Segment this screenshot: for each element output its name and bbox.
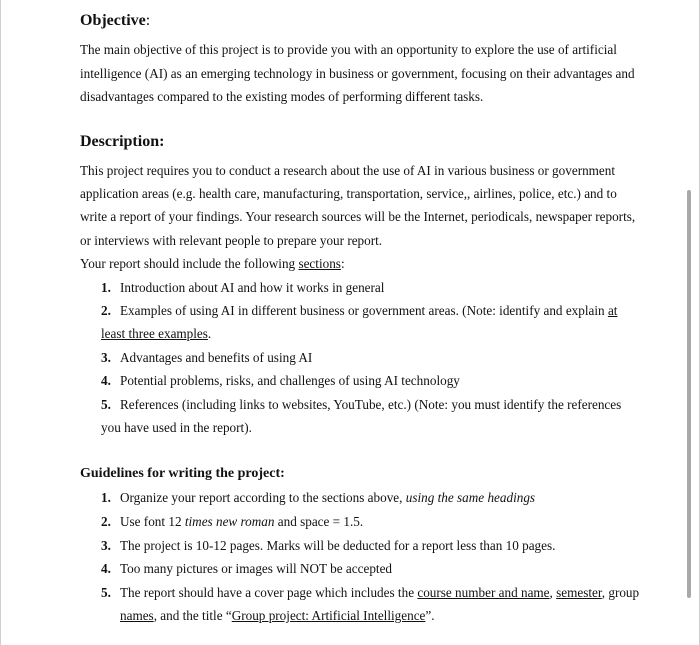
objective-line-1: The main objective of this project is to provide you with an opportunity to explore the use of artificial: [80, 42, 617, 57]
description-line-3: write a report of your findings. Your research sources will be the Internet, periodicals, newspaper reports,: [80, 209, 636, 224]
description-heading: Description:: [80, 133, 165, 150]
description-line-1: This project requires you to conduct a research about the use of AI in various business or government: [80, 163, 616, 178]
section-item-5-continued: you have used in the report).: [101, 420, 252, 435]
description-line-2: application areas (e.g. health care, manufacturing, transportation, service,, airlines, police, etc.) and to: [80, 186, 617, 201]
objective-line-2: intelligence (AI) as an emerging technology in business or government, focusing on their advantages and: [80, 66, 635, 81]
guideline-item-5-continued: names, and the title “Group project: Artificial Intelligence”.: [120, 608, 435, 623]
section-item-2-continued: least three examples.: [101, 326, 212, 341]
vertical-scrollbar[interactable]: [687, 190, 691, 598]
description-line-4: or interviews with relevant people to prepare your report.: [80, 233, 383, 248]
sections-underlined: sections: [298, 256, 341, 271]
guidelines-heading: Guidelines for writing the project:: [80, 466, 285, 481]
report-sections-intro: Your report should include the following sections:: [80, 256, 345, 271]
objective-heading: Objective:: [80, 12, 151, 29]
objective-line-3: disadvantages compared to the existing modes of performing different tasks.: [80, 89, 484, 104]
